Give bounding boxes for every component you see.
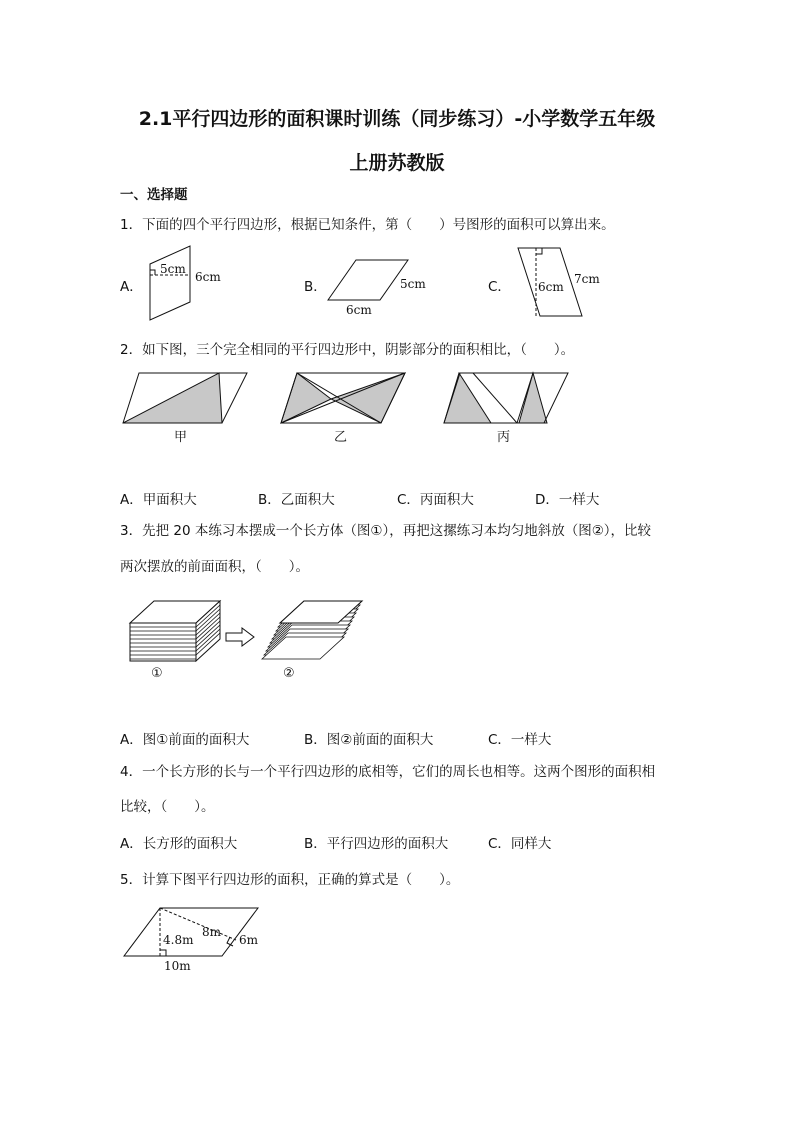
shaded-region-right	[519, 373, 547, 423]
figure-bing	[444, 373, 568, 445]
q3-option-b: B．图②前面的面积大	[304, 732, 434, 748]
stack-upright	[130, 601, 220, 681]
q2-option-c: C．丙面积大	[397, 492, 474, 508]
section-heading: 一、选择题	[120, 187, 188, 203]
figure-yi	[281, 373, 405, 445]
q2-option-b: B．乙面积大	[258, 492, 335, 508]
q2-figures	[115, 365, 635, 450]
label-jia: 甲	[174, 430, 188, 445]
q4-option-c: C．同样大	[488, 836, 552, 852]
label-side: 6m	[239, 933, 259, 947]
q4-option-b: B．平行四边形的面积大	[304, 836, 449, 852]
fig-b-side-label: 5cm	[400, 277, 426, 291]
label-base: 10m	[164, 959, 191, 973]
label-perp: 8m	[202, 925, 222, 939]
right-angle-mark	[536, 248, 542, 254]
question-4-text-line1: 4．一个长方形的长与一个平行四边形的底相等，它们的周长也相等。这两个图形的面积相	[120, 764, 656, 780]
q2-option-d: D．一样大	[535, 492, 600, 508]
q1-figure-c	[512, 244, 612, 324]
arrow-icon	[226, 628, 254, 646]
label-bing: 丙	[497, 430, 511, 445]
q1-figure-a	[140, 244, 230, 324]
fig-c-height-label: 6cm	[538, 280, 564, 294]
q1-option-b-label: B．	[304, 279, 327, 295]
parallelogram-shape	[328, 260, 408, 300]
fig-a-side-label: 6cm	[195, 270, 221, 284]
shaded-region-left	[444, 373, 491, 423]
label-fig2: ②	[283, 666, 295, 681]
question-3-text-line1: 3．先把 20 本练习本摆成一个长方体（图①），再把这摞练习本均匀地斜放（图②），比较	[120, 523, 652, 539]
q1-option-a-label: A．	[120, 279, 143, 295]
q1-option-c-label: C．	[488, 279, 511, 295]
q1-figure-b	[322, 252, 432, 318]
question-5-text: 5．计算下图平行四边形的面积，正确的算式是（ ）。	[120, 872, 460, 888]
right-angle-mark	[150, 270, 155, 275]
fig-a-height-label: 5cm	[160, 262, 186, 276]
q3-option-c: C．一样大	[488, 732, 552, 748]
label-yi: 乙	[334, 430, 348, 445]
stack-slanted	[262, 601, 362, 681]
parallelogram-shape	[150, 246, 190, 320]
doc-title-line1: 2.1平行四边形的面积课时训练（同步练习）-小学数学五年级	[138, 108, 656, 130]
q2-option-a: A．甲面积大	[120, 492, 197, 508]
right-angle-mark-base	[160, 950, 166, 956]
figure-jia	[123, 373, 247, 445]
question-1-text: 1．下面的四个平行四边形，根据已知条件，第（ ）号图形的面积可以算出来。	[120, 217, 615, 233]
fig-c-side-label: 7cm	[574, 272, 600, 286]
fig-b-base-label: 6cm	[346, 303, 372, 317]
q3-figures	[120, 595, 380, 685]
label-fig1: ①	[151, 666, 163, 681]
parallelogram-shape	[124, 908, 258, 956]
right-angle-mark-side	[227, 937, 233, 946]
question-4-text-line2: 比较，（ ）。	[120, 799, 215, 815]
question-3-text-line2: 两次摆放的前面面积，（ ）。	[120, 559, 309, 575]
q3-option-a: A．图①前面的面积大	[120, 732, 250, 748]
doc-title-line2: 上册苏教版	[349, 152, 445, 174]
q5-figure	[118, 900, 278, 978]
q4-option-a: A．长方形的面积大	[120, 836, 238, 852]
label-height: 4.8m	[163, 933, 194, 947]
question-2-text: 2．如下图，三个完全相同的平行四边形中，阴影部分的面积相比，（ ）。	[120, 342, 575, 358]
shaded-region	[123, 373, 222, 423]
